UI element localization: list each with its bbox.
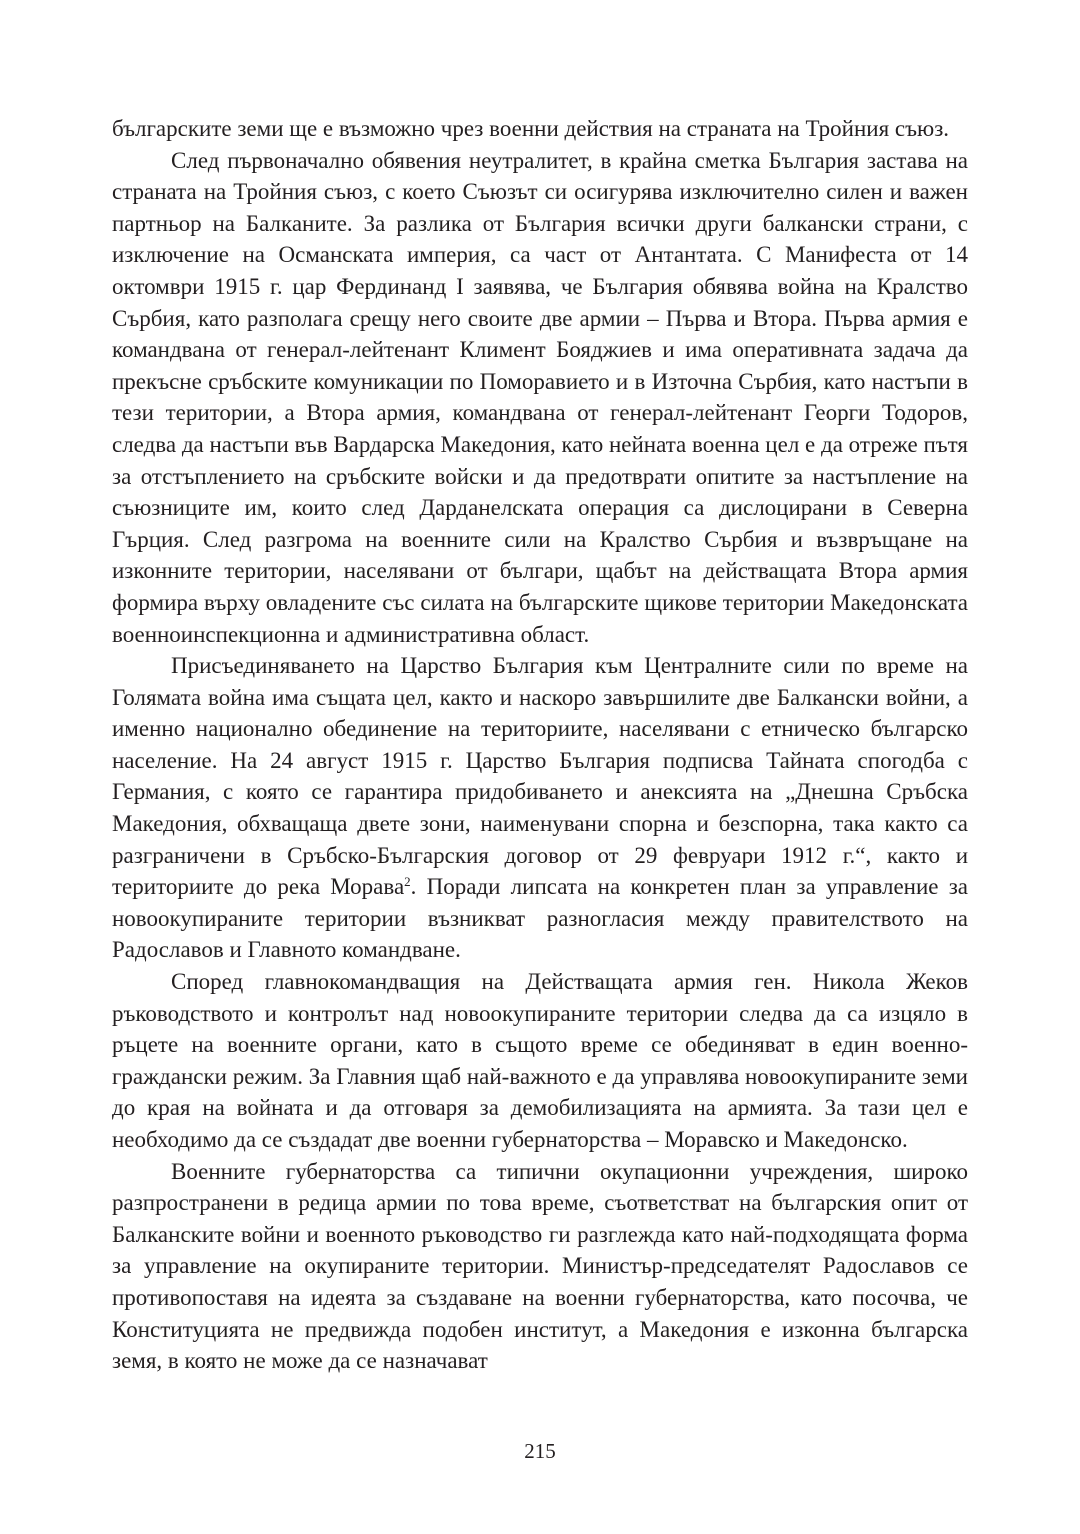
paragraph-4: Според главнокомандващия на Действащата армия ген. Никола Жеков ръководството и контролът над новоокупираните територии следва да са изцяло в ръцете на военните органи, като в същото време се обединяват в един военно-граждански режим. За Главния щаб най-важното е да управлява новоокупираните земи до края на войната и да отговаря за демобилизацията на армията. За тази цел е необходимо да се създадат две военни губернаторства – Моравско и Македонско.	[112, 969, 968, 1152]
paragraph-3-text-before: Присъединяването на Царство България към Централните сили по време на Голямата война има същата цел, както и наскоро завършилите две Балкански войни, а именно национално обединение на териториите, населявани с етническо българско население. На 24 август 1915 г. Царство България подписва Тайната спогодба с Германия, с която се гарантира придобиването и анексията на „Днешна Сръбска Македония, обхващаща двете зони, наименувани спорна и безспорна, така както са разграничени в Сръбско-Българския договор от 29 февруари 1912 г.“, както и териториите до река Морава	[112, 653, 968, 900]
body-text	[112, 113, 968, 1377]
page-number: 215	[524, 1439, 556, 1463]
paragraph-3-text-after: . Поради липсата на конкретен план за управление за новоокупираните територии възникват разногласия между правителството на Радославов и Главното командване.	[112, 874, 968, 963]
paragraph-5: Военните губернаторства са типични окупационни учреждения, широко разпространени в редица армии по това време, съответстват на българския опит от Балканските войни и военното ръководство ги разглежда като най-подходящата форма за управление на окупираните територии. Министър-председателят Радославов се противопоставя на идеята за създаване на военни губернаторства, като посочва, че Конституцията не предвижда подобен институт, а Македония е изконна българска земя, в която не може да се назначават	[112, 1158, 968, 1374]
paragraph-3	[112, 650, 968, 966]
paragraph-2: След първоначално обявения неутралитет, в крайна сметка България застава на страната на Тройния съюз, с което Съюзът си осигурява изключително силен и важен партньор на Балканите. За разлика от България всички други балкански страни, с изключение на Османската империя, са част от Антантата. С Манифеста от 14 октомври 1915 г. цар Фердинанд I заявява, че България обявява война на Кралство Сърбия, като разполага срещу него своите две армии – Първа и Втора. Първа армия е командвана от генерал-лейтенант Климент Бояджиев и има оперативната задача да прекъсне сръбските комуникации по Поморавието и в Източна Сърбия, като настъпи в тези територии, а Втора армия, командвана от генерал-лейтенант Георги Тодоров, следва да настъпи във Вардарска Македония, като нейната военна цел е да отреже пътя за отстъплението на сръбските войски и да предотврати опитите за настъпление на съюзниците им, които след Дарданелската операция са дислоцирани в Северна Гърция. След разгрома на военните сили на Кралство Сърбия и възвръщане на изконните територии, населявани от българи, щабът на действащата Втора армия формира върху овладените със силата на българските щикове територии Македонската военноинспекционна и административна област.	[112, 147, 968, 647]
paragraph-1: българските земи ще е възможно чрез военни действия на страната на Тройния съюз.	[112, 116, 950, 141]
footnote-reference[interactable]: 2	[404, 874, 411, 890]
